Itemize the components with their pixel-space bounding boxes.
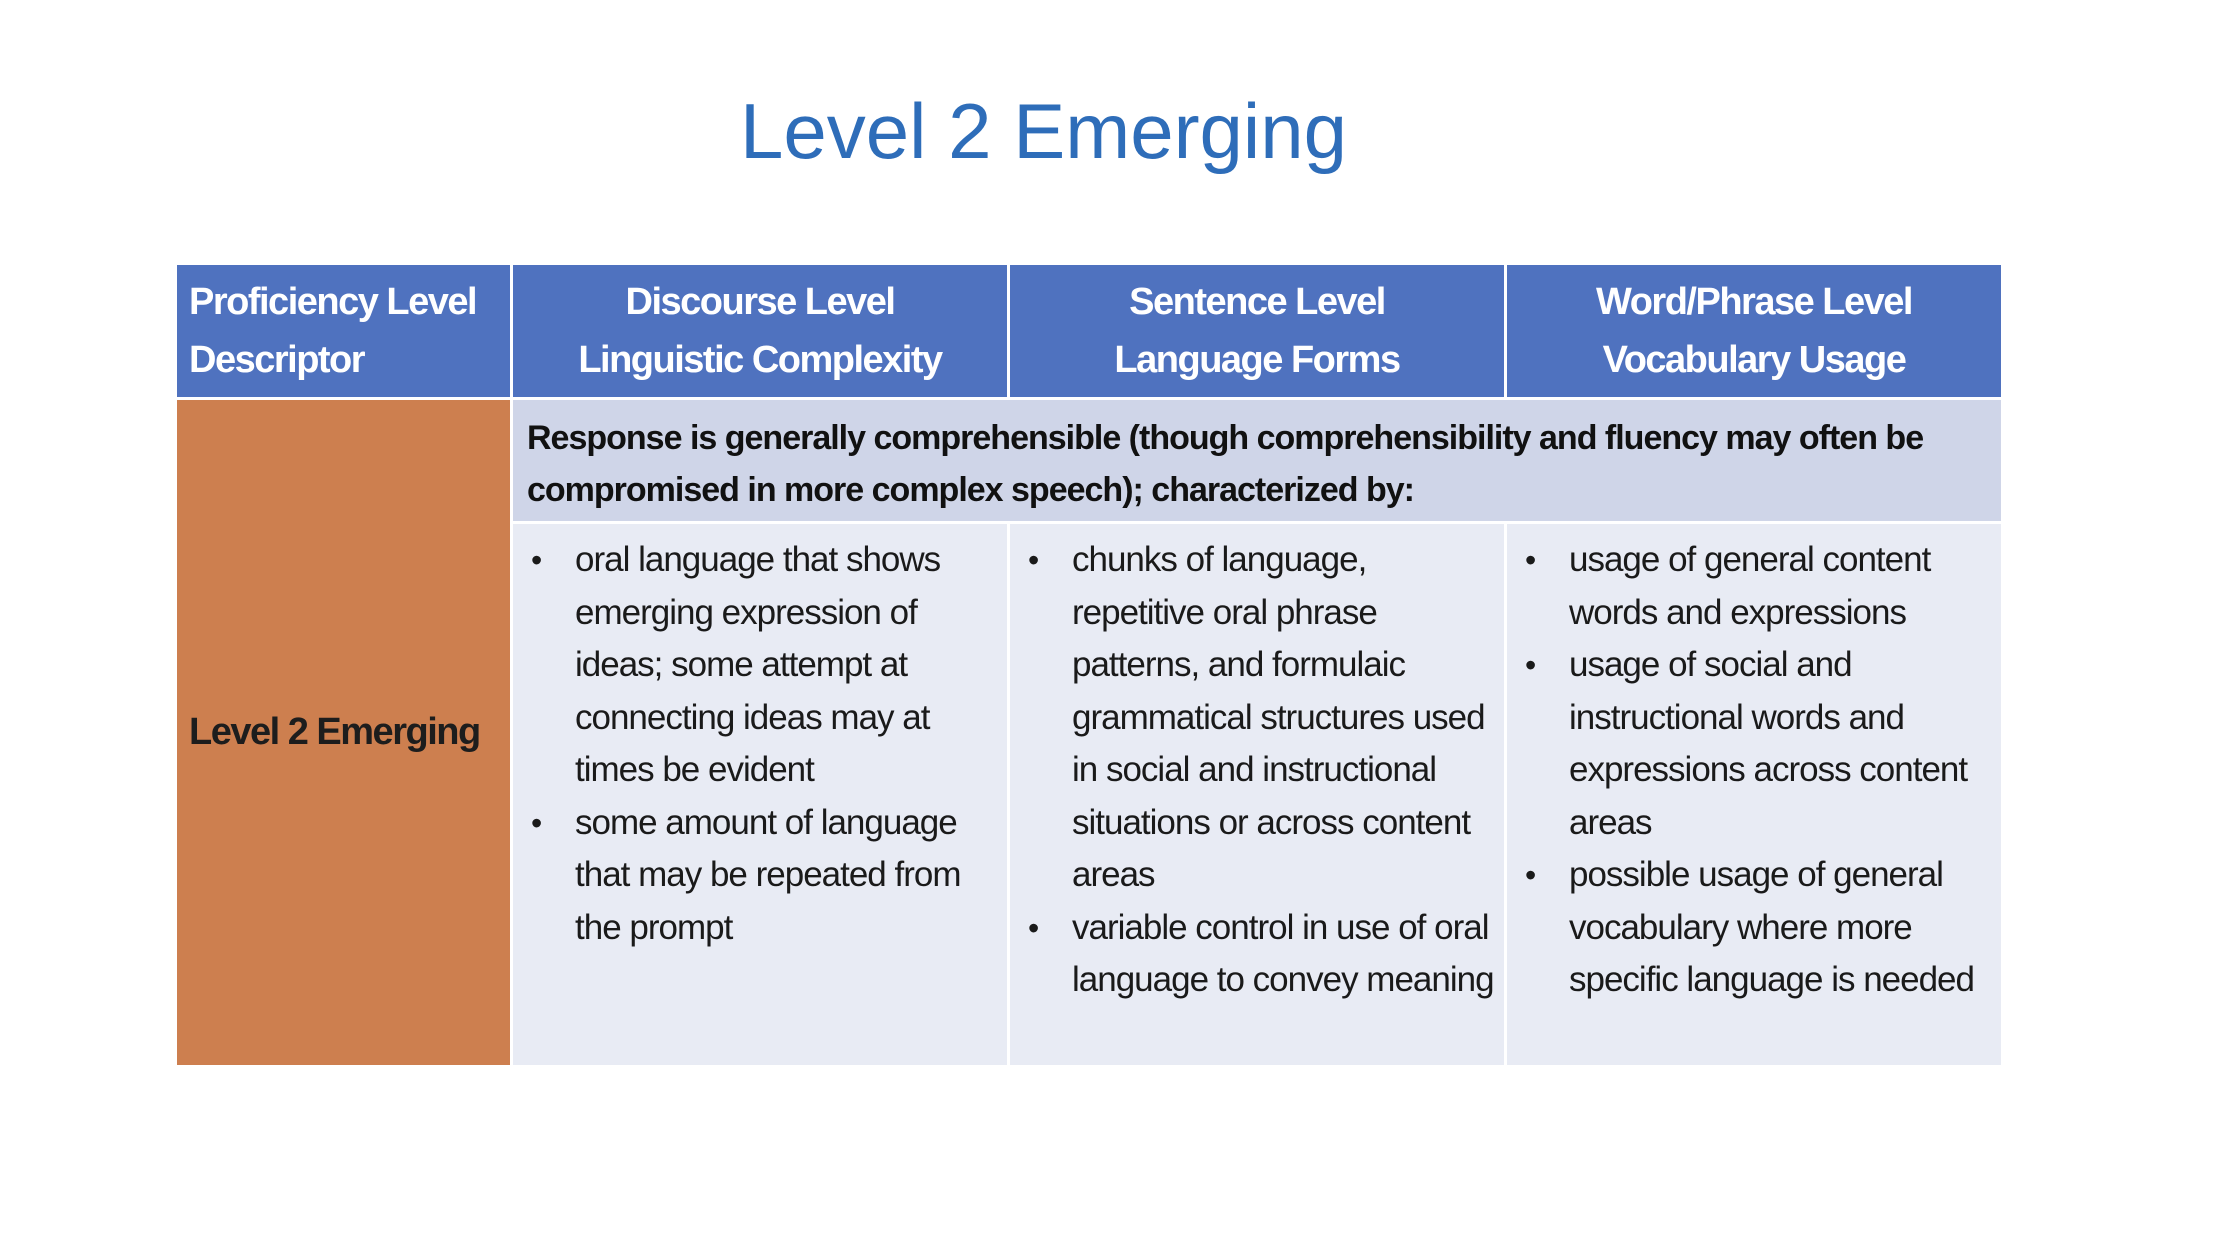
list-item: • some amount of language that may be repeated from the prompt	[527, 797, 999, 955]
header-line: Linguistic Complexity	[578, 339, 942, 381]
list-item: • chunks of language, repetitive oral phrase patterns, and formulaic grammatical structures used in social and instructional situations or across content areas	[1024, 534, 1496, 902]
summary-text: Response is generally comprehensible (though comprehensibility and fluency may often be compromised in more complex speech); characterized by:	[512, 399, 2003, 523]
table-header-row	[176, 264, 2003, 399]
header-line: Vocabulary Usage	[1602, 339, 1906, 381]
sentence-level-cell	[1009, 523, 1506, 1067]
proficiency-rubric-table	[174, 262, 2004, 1068]
header-line: Proficiency Level	[189, 281, 477, 323]
discourse-level-cell	[512, 523, 1009, 1067]
header-line: Sentence Level	[1129, 281, 1385, 323]
list-item: • oral language that shows emerging expression of ideas; some attempt at connecting ideas may at times be evident	[527, 534, 999, 797]
header-line: Language Forms	[1114, 339, 1400, 381]
list-item: • variable control in use of oral language to convey meaning	[1024, 902, 1496, 1007]
level-label-cell: Level 2 Emerging	[176, 399, 512, 1067]
bullet-list	[527, 534, 999, 954]
bullet-list	[1024, 534, 1496, 1007]
list-item: • possible usage of general vocabulary where more specific language is needed	[1521, 849, 1993, 1007]
slide-title: Level 2 Emerging	[740, 87, 1348, 175]
word-phrase-level-cell	[1506, 523, 2003, 1067]
list-item: • usage of social and instructional words and expressions across content areas	[1521, 639, 1993, 849]
list-item: • usage of general content words and expressions	[1521, 534, 1993, 639]
header-discourse-level	[512, 264, 1009, 399]
header-sentence-level	[1009, 264, 1506, 399]
header-line: Descriptor	[189, 339, 365, 381]
bullet-list	[1521, 534, 1993, 1007]
header-word-phrase-level	[1506, 264, 2003, 399]
summary-row	[176, 399, 2003, 523]
header-line: Word/Phrase Level	[1596, 281, 1912, 323]
header-line: Discourse Level	[625, 281, 895, 323]
header-proficiency-descriptor	[176, 264, 512, 399]
